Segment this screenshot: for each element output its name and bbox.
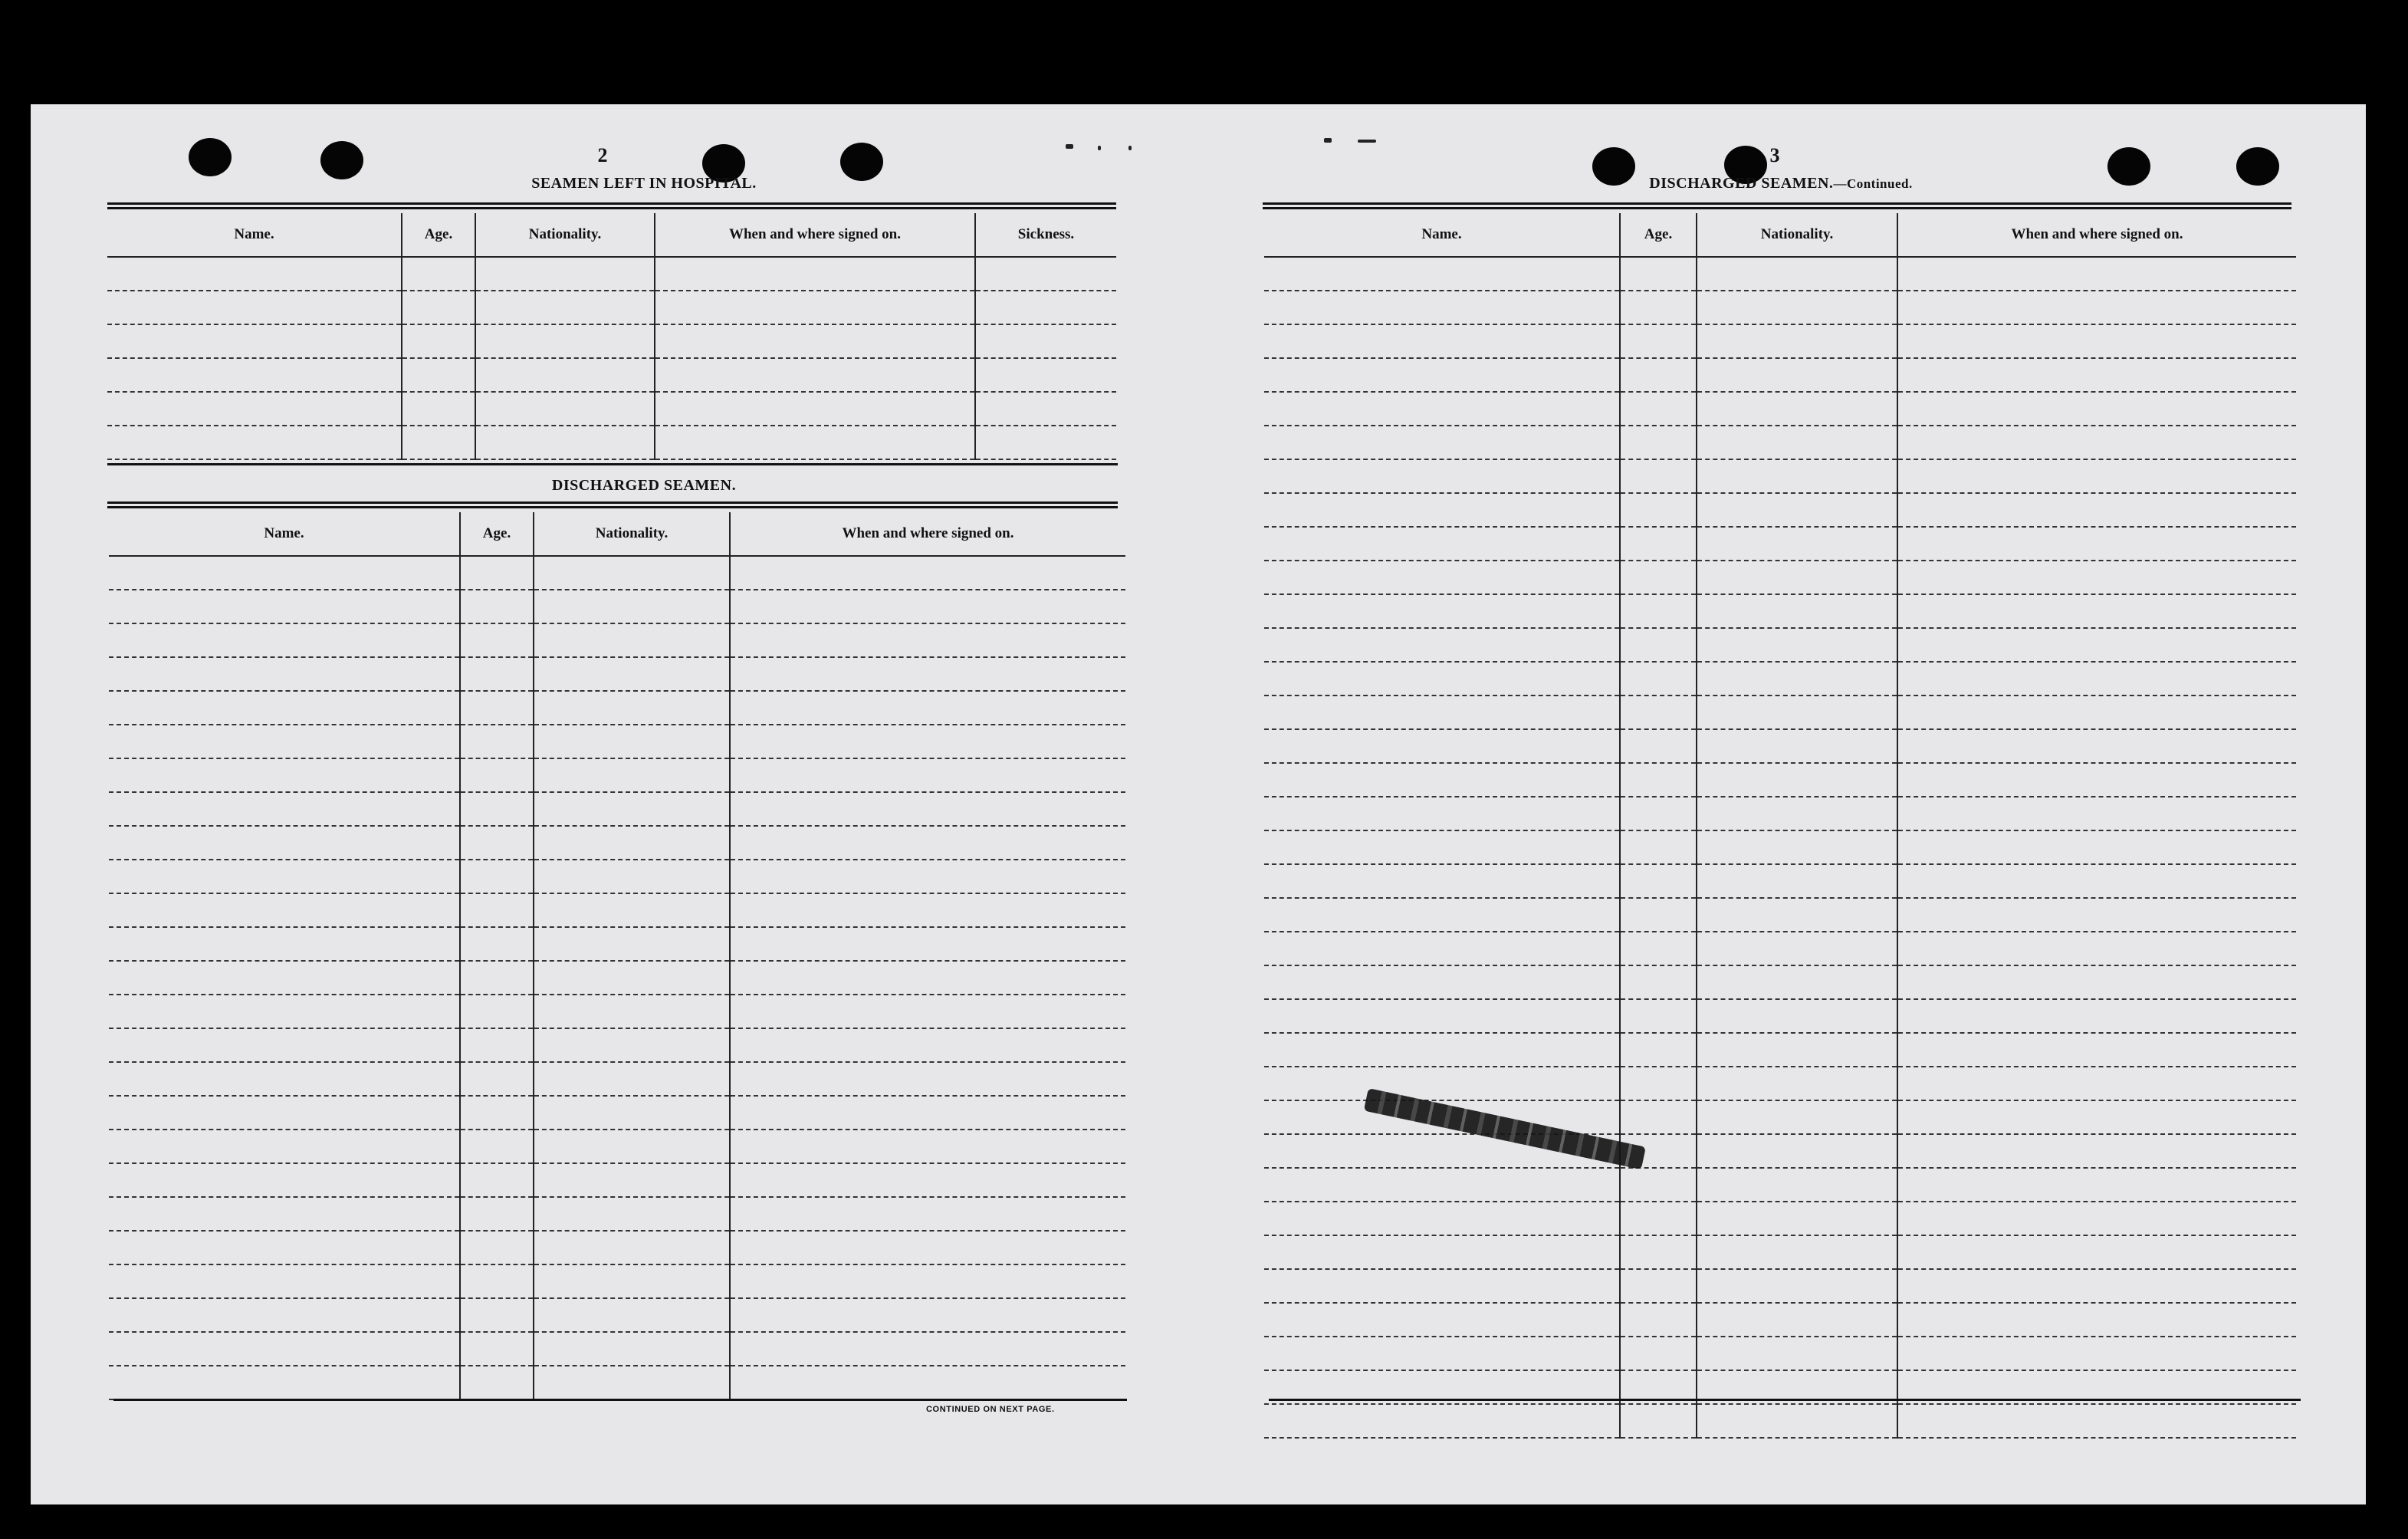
table-row <box>1264 291 2296 324</box>
table-row <box>1264 965 2296 999</box>
table-row <box>1264 594 2296 628</box>
table-row <box>109 1298 1125 1332</box>
discharged-table <box>109 512 1125 1400</box>
right-page <box>1198 104 2366 1504</box>
punch-hole <box>189 138 232 176</box>
column-header-nationality: Nationality. <box>475 213 655 257</box>
table-row <box>109 893 1125 927</box>
column-header-age: Age. <box>402 213 475 257</box>
ink-mark <box>1098 146 1101 150</box>
ink-mark <box>1128 146 1132 150</box>
column-header-name: Name. <box>109 512 460 556</box>
page-number: 2 <box>597 144 608 166</box>
bottom-rule <box>1269 1399 2301 1401</box>
punch-hole <box>2107 147 2150 186</box>
discharged-continued-title <box>1536 175 2026 192</box>
column-header-signed-on: When and where signed on. <box>1897 213 2296 257</box>
table-row <box>1264 358 2296 392</box>
table-row <box>107 257 1116 291</box>
table-row <box>109 1062 1125 1096</box>
table-row <box>109 1028 1125 1062</box>
table-row <box>109 623 1125 657</box>
table-row <box>1264 999 2296 1033</box>
table-row <box>109 725 1125 758</box>
table-row <box>109 1096 1125 1130</box>
title-main: DISCHARGED SEAMEN. <box>1649 175 1834 192</box>
table-row <box>1264 1235 2296 1269</box>
table-row <box>1264 729 2296 763</box>
top-rule <box>1263 202 2291 209</box>
table-row <box>1264 864 2296 898</box>
table-row <box>109 927 1125 961</box>
table-row <box>109 1264 1125 1298</box>
page-number: 3 <box>1769 144 1780 166</box>
hospital-title: SEAMEN LEFT IN HOSPITAL. <box>531 175 757 192</box>
column-header-nationality: Nationality. <box>534 512 730 556</box>
table-row <box>1264 763 2296 797</box>
punch-hole <box>320 141 363 179</box>
ink-mark <box>1324 138 1332 143</box>
table-row <box>1264 459 2296 493</box>
table-row <box>1264 392 2296 426</box>
continued-note: CONTINUED ON NEXT PAGE. <box>926 1405 1055 1414</box>
table-row <box>107 324 1116 358</box>
left-page <box>31 104 1198 1504</box>
ink-mark <box>1066 144 1073 149</box>
table-row <box>109 758 1125 792</box>
table-row <box>107 358 1116 392</box>
table-row <box>107 291 1116 324</box>
table-row <box>1264 830 2296 864</box>
table-row <box>109 1332 1125 1366</box>
table-row <box>109 691 1125 725</box>
column-header-name: Name. <box>107 213 402 257</box>
column-header-age: Age. <box>1620 213 1697 257</box>
table-row <box>109 556 1125 590</box>
discharged-bottom-rule <box>113 1399 1127 1401</box>
discharged-title: DISCHARGED SEAMEN. <box>551 477 737 494</box>
table-row <box>109 995 1125 1028</box>
table-row <box>109 961 1125 995</box>
table-row <box>1264 1303 2296 1337</box>
table-row <box>1264 932 2296 965</box>
table-row <box>109 1231 1125 1264</box>
hospital-bottom-rule <box>107 463 1118 465</box>
title-suffix: —Continued. <box>1833 176 1913 191</box>
table-row <box>109 1130 1125 1163</box>
column-header-sickness: Sickness. <box>975 213 1116 257</box>
table-row <box>1264 561 2296 594</box>
table-row <box>1264 1269 2296 1303</box>
table-row <box>1264 1033 2296 1067</box>
column-header-nationality: Nationality. <box>1697 213 1897 257</box>
table-row <box>1264 628 2296 662</box>
hospital-top-rule <box>107 202 1116 209</box>
table-row <box>109 1366 1125 1399</box>
ink-mark <box>1358 140 1376 143</box>
table-row <box>1264 797 2296 830</box>
table-row <box>109 590 1125 623</box>
column-header-signed-on: When and where signed on. <box>730 512 1125 556</box>
table-row <box>109 657 1125 691</box>
column-header-age: Age. <box>460 512 534 556</box>
table-row <box>1264 1067 2296 1100</box>
table-row <box>1264 696 2296 729</box>
table-row <box>1264 898 2296 932</box>
table-row <box>1264 426 2296 459</box>
ledger-scan <box>31 104 2366 1504</box>
table-row <box>109 1163 1125 1197</box>
table-row <box>1264 1202 2296 1235</box>
table-row <box>109 792 1125 826</box>
table-row <box>109 826 1125 860</box>
table-row <box>1264 324 2296 358</box>
table-row <box>1264 1168 2296 1202</box>
table-row <box>1264 1337 2296 1370</box>
column-header-name: Name. <box>1264 213 1620 257</box>
table-row <box>1264 662 2296 696</box>
table-row <box>1264 257 2296 291</box>
table-row <box>1264 527 2296 561</box>
discharged-continued-table <box>1264 213 2296 1439</box>
punch-hole <box>2236 147 2279 186</box>
column-header-signed-on: When and where signed on. <box>655 213 975 257</box>
discharged-top-rule <box>107 501 1118 508</box>
table-row <box>1264 493 2296 527</box>
table-row <box>1264 1404 2296 1438</box>
table-row <box>109 860 1125 893</box>
table-row <box>109 1197 1125 1231</box>
